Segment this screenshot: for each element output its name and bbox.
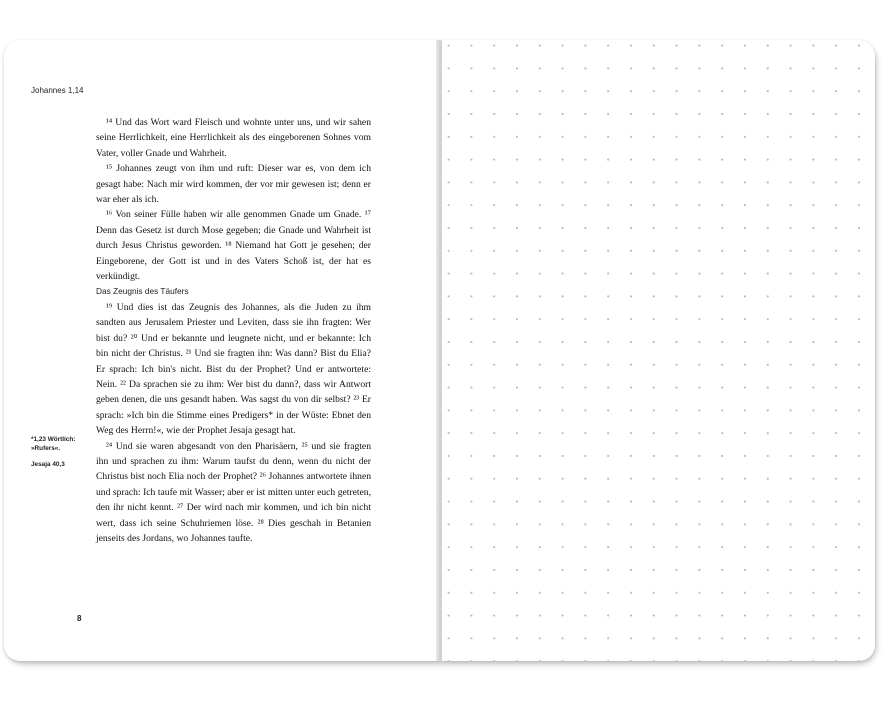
paragraph: ²⁴ Und sie waren abgesandt von den Pharisäern, ²⁵ und sie fragten ihn und sprachen zu ihm: Warum taufst du denn, wenn du nicht der Christus bist noch Elia noch der Prophet? ²⁶ Johannes antwortete ihnen und sprach: Ich taufe mit Wasser; aber er ist mitten unter euch getreten, den ihr nicht kennt. ²⁷ Der wird nach mir kommen, und ich bin nicht wert, dass ich seine Schuhriemen löse. ²⁸ Dies geschah in Betanien jenseits des Jordans, wo Johannes taufte. (96, 440, 371, 544)
right-page-dot-grid (442, 40, 875, 661)
margin-note-reference: Jesaja 40,3 (31, 461, 65, 468)
paragraph: ¹⁶ Von seiner Fülle haben wir alle genommen Gnade um Gnade. ¹⁷ Denn das Gesetz ist durch Mose gegeben; die Gnade und Wahrheit ist durch Jesus Christus geworden. ¹⁸ Niemand hat Gott je gesehen; der Eingeborene, der Gott ist und in des Vaters Schoß ist, der hat es verkündigt. (96, 209, 371, 283)
running-head: Johannes 1,14 (31, 86, 84, 95)
section-heading: Das Zeugnis des Täufers (96, 286, 189, 297)
scripture-text (96, 115, 371, 546)
paragraph: ¹⁵ Johannes zeugt von ihm und ruft: Dieser war es, von dem ich gesagt habe: Nach mir wird kommen, der vor mir gewesen ist; denn er war eher als ich. (96, 163, 371, 206)
margin-note-footnote: *1,23 Wörtlich: »Rufers«. (31, 436, 76, 452)
paragraph: ¹⁴ Und das Wort ward Fleisch und wohnte unter uns, und wir sahen seine Herrlichkeit, eine Herrlichkeit als des eingeborenen Sohnes vom Vater, voller Gnade und Wahrheit. (96, 117, 371, 159)
page-number: 8 (77, 614, 82, 623)
paragraph: ¹⁹ Und dies ist das Zeugnis des Johannes, als die Juden zu ihm sandten aus Jerusalem Priester und Leviten, dass sie ihn fragten: Wer bist du? ²⁰ Und er bekannte und leugnete nicht, und er bekannte: Ich bin nicht der Christus. ²¹ Und sie fragten ihn: Was dann? Bist du Elia? Er sprach: Ich bin's nicht. Bist du der Prophet? Und er antwortete: Nein. ²² Da sprachen sie zu ihm: Wer bist du dann?, dass wir Antwort geben denen, die uns gesandt haben. Was sagst du von dir selbst? ²³ Er sprach: »Ich bin die Stimme eines Predigers* in der Wüste: Ebnet den Weg des Herrn!«, wie der Prophet Jesaja gesagt hat. (96, 301, 371, 437)
